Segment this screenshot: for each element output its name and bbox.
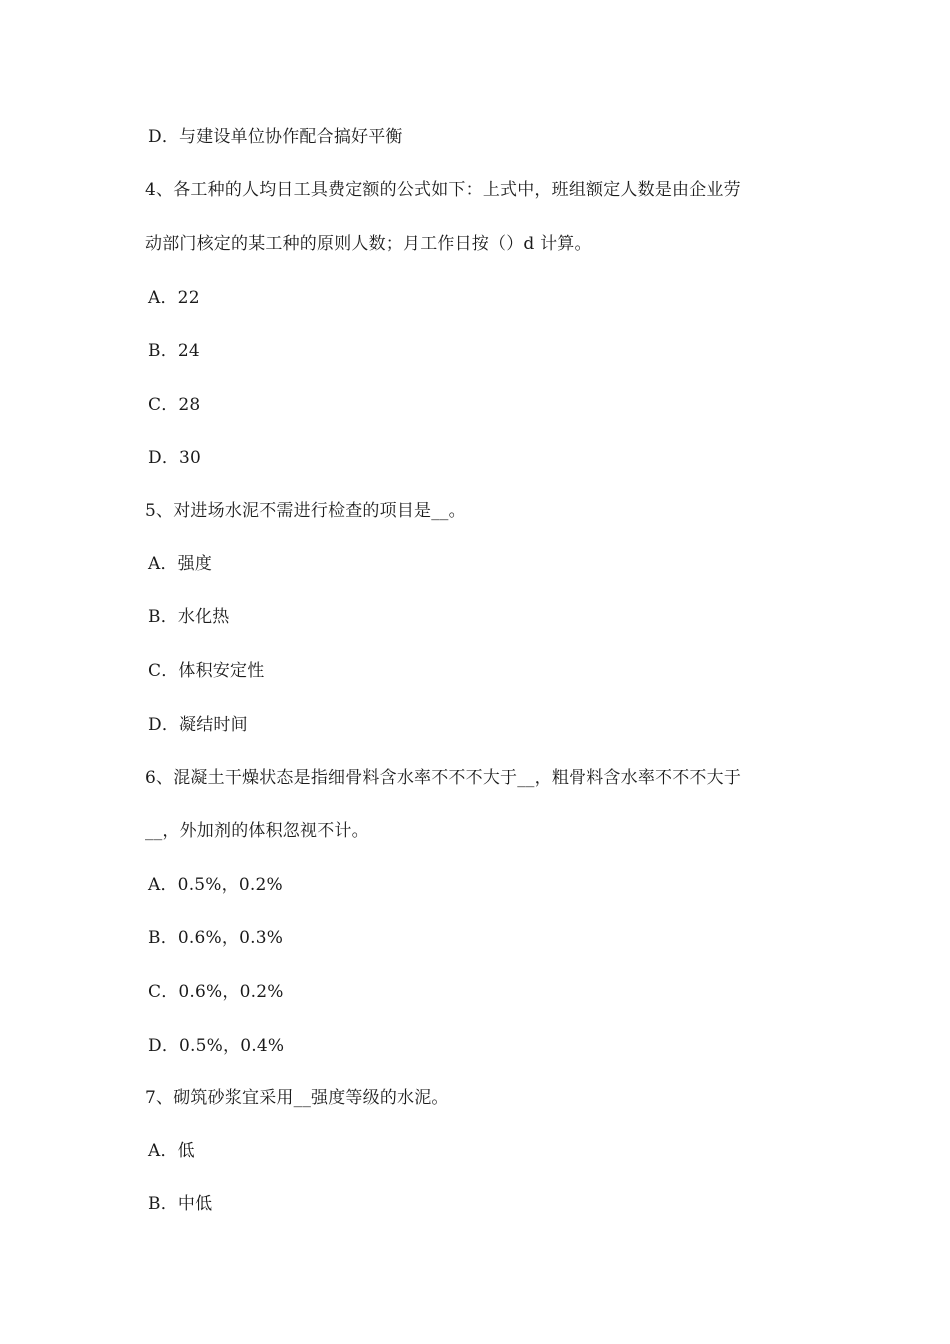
- option-6a: A．0.5%，0.2%: [148, 875, 283, 895]
- option-5d: D．凝结时间: [148, 715, 248, 735]
- option-7b: B．中低: [148, 1194, 213, 1214]
- question-7-text: 7、砌筑砂浆宜采用__强度等级的水泥。: [145, 1088, 449, 1108]
- option-5c: C．体积安定性: [148, 661, 265, 681]
- option-4d: D．30: [148, 448, 202, 468]
- option-6d: D．0.5%，0.4%: [148, 1036, 285, 1056]
- option-4c: C．28: [148, 395, 201, 415]
- option-3d: D．与建设单位协作配合搞好平衡: [148, 127, 403, 147]
- option-5b: B．水化热: [148, 607, 230, 627]
- option-6c: C．0.6%，0.2%: [148, 982, 284, 1002]
- question-4-text: 4、各工种的人均日工具费定额的公式如下：上式中，班组额定人数是由企业劳: [145, 180, 741, 200]
- option-7a: A．低: [148, 1141, 195, 1161]
- question-5-text: 5、对进场水泥不需进行检查的项目是__。: [145, 501, 466, 521]
- option-5a: A．强度: [148, 554, 213, 574]
- option-4a: A．22: [148, 288, 200, 308]
- question-6-text-continued: __，外加剂的体积忽视不计。: [145, 821, 369, 841]
- question-6-text: 6、混凝土干燥状态是指细骨料含水率不不不大于__，粗骨料含水率不不不大于: [145, 768, 742, 788]
- option-6b: B．0.6%，0.3%: [148, 928, 284, 948]
- option-4b: B．24: [148, 341, 200, 361]
- question-4-text-continued: 动部门核定的某工种的原则人数；月工作日按（）d 计算。: [145, 234, 592, 254]
